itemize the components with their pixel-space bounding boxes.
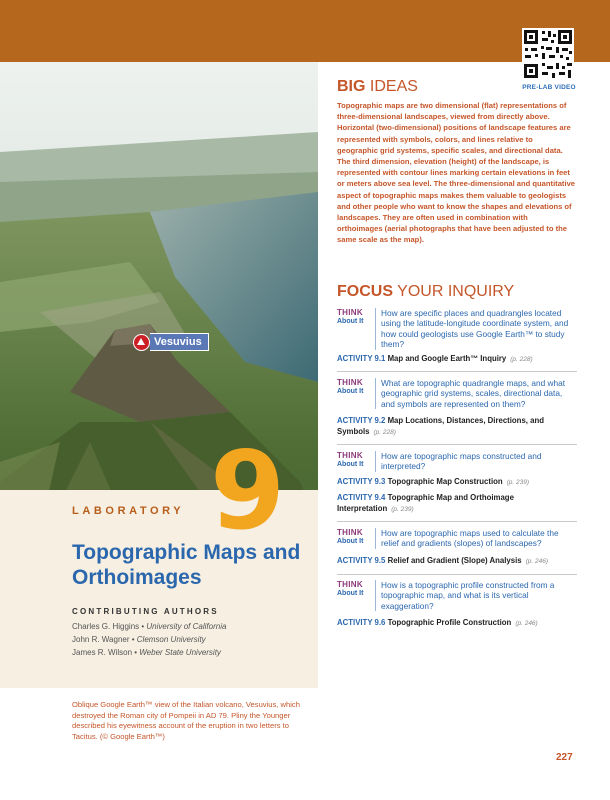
activity-link[interactable]: ACTIVITY 9.4 Topographic Map and Orthoimage Interpretation (p. 239): [337, 493, 514, 513]
divider: [337, 444, 577, 445]
photo-caption: Oblique Google Earth™ view of the Italian volcano, Vesuvius, which destroyed the Roman city of Pompeii in AD 79. Pliny the Younger described his eyewitness account of the eruption in two letters to Tacitus. (© Google Earth™): [72, 700, 300, 741]
focus-heading: FOCUS YOUR INQUIRY: [337, 283, 515, 300]
activity-link[interactable]: ACTIVITY 9.5 Relief and Gradient (Slope) Analysis (p. 246): [337, 556, 548, 565]
lab-number: 9: [210, 429, 286, 554]
activity-link[interactable]: ACTIVITY 9.2 Map Locations, Distances, Directions, and Symbols (p. 228): [337, 416, 544, 436]
contributors-heading: CONTRIBUTING AUTHORS: [72, 607, 219, 616]
lab-label: LABORATORY: [72, 505, 185, 517]
activity-link[interactable]: ACTIVITY 9.6 Topographic Profile Construction (p. 246): [337, 618, 538, 627]
author-item: James R. Wilson • Weber State University: [72, 648, 221, 657]
inquiry-question: How are topographic maps used to calculate the relief and gradients (slopes) of landscapes?: [375, 528, 577, 549]
activity-link[interactable]: ACTIVITY 9.3 Topographic Map Construction (p. 239): [337, 477, 530, 486]
authors-list: [72, 620, 312, 659]
volcano-icon: [133, 334, 150, 351]
vesuvius-marker[interactable]: [133, 333, 209, 351]
divider: [337, 521, 577, 522]
inquiry-question: How are topographic maps constructed and interpreted?: [375, 451, 577, 472]
inquiry-question: How are specific places and quadrangles located using the latitude-longitude coordinate system, and how could geologists use Google Earth™ to study them?: [375, 308, 577, 350]
lab-title: Topographic Maps and Orthoimages: [72, 541, 301, 589]
big-ideas-heading: BIG IDEAS: [337, 78, 418, 95]
divider: [337, 574, 577, 575]
inquiry-question: What are topographic quadrangle maps, and what geographic grid systems, scales, directional data, and symbols are represented on them?: [375, 378, 577, 409]
qr-video-label: PRE-LAB VIDEO: [522, 84, 576, 91]
activity-link[interactable]: ACTIVITY 9.1 Map and Google Earth™ Inquiry (p. 228): [337, 354, 533, 363]
big-ideas-text: Topographic maps are two dimensional (flat) representations of three-dimensional landscapes, viewed from directly above. Horizontal (two-dimensional) positions of landscape features are represented with symbols, colors, and lines relative to geographic grid systems, specific scales, and directional data. The third dimension, elevation (height) of the landscape, is represented with contour lines marking certain elevations in feet or meters above sea level. The three-dimensional and quantitative aspect of topographic maps makes them valuable to geologists and other people who want to know the shapes and elevations of landscapes. They are often used in combination with orthoimages (aerial photographs that have been adjusted to the same scale as the map).: [337, 101, 576, 245]
author-item: Charles G. Higgins • University of California: [72, 622, 227, 631]
page-number: 227: [556, 752, 573, 763]
divider: [337, 371, 577, 372]
inquiry-question: How is a topographic profile constructed from a topographic map, and what is its vertical exaggeration?: [375, 580, 577, 611]
header-band: [0, 0, 610, 62]
author-item: John R. Wagner • Clemson University: [72, 635, 206, 644]
vesuvius-label: Vesuvius: [150, 333, 209, 351]
qr-code-icon[interactable]: [522, 28, 574, 80]
